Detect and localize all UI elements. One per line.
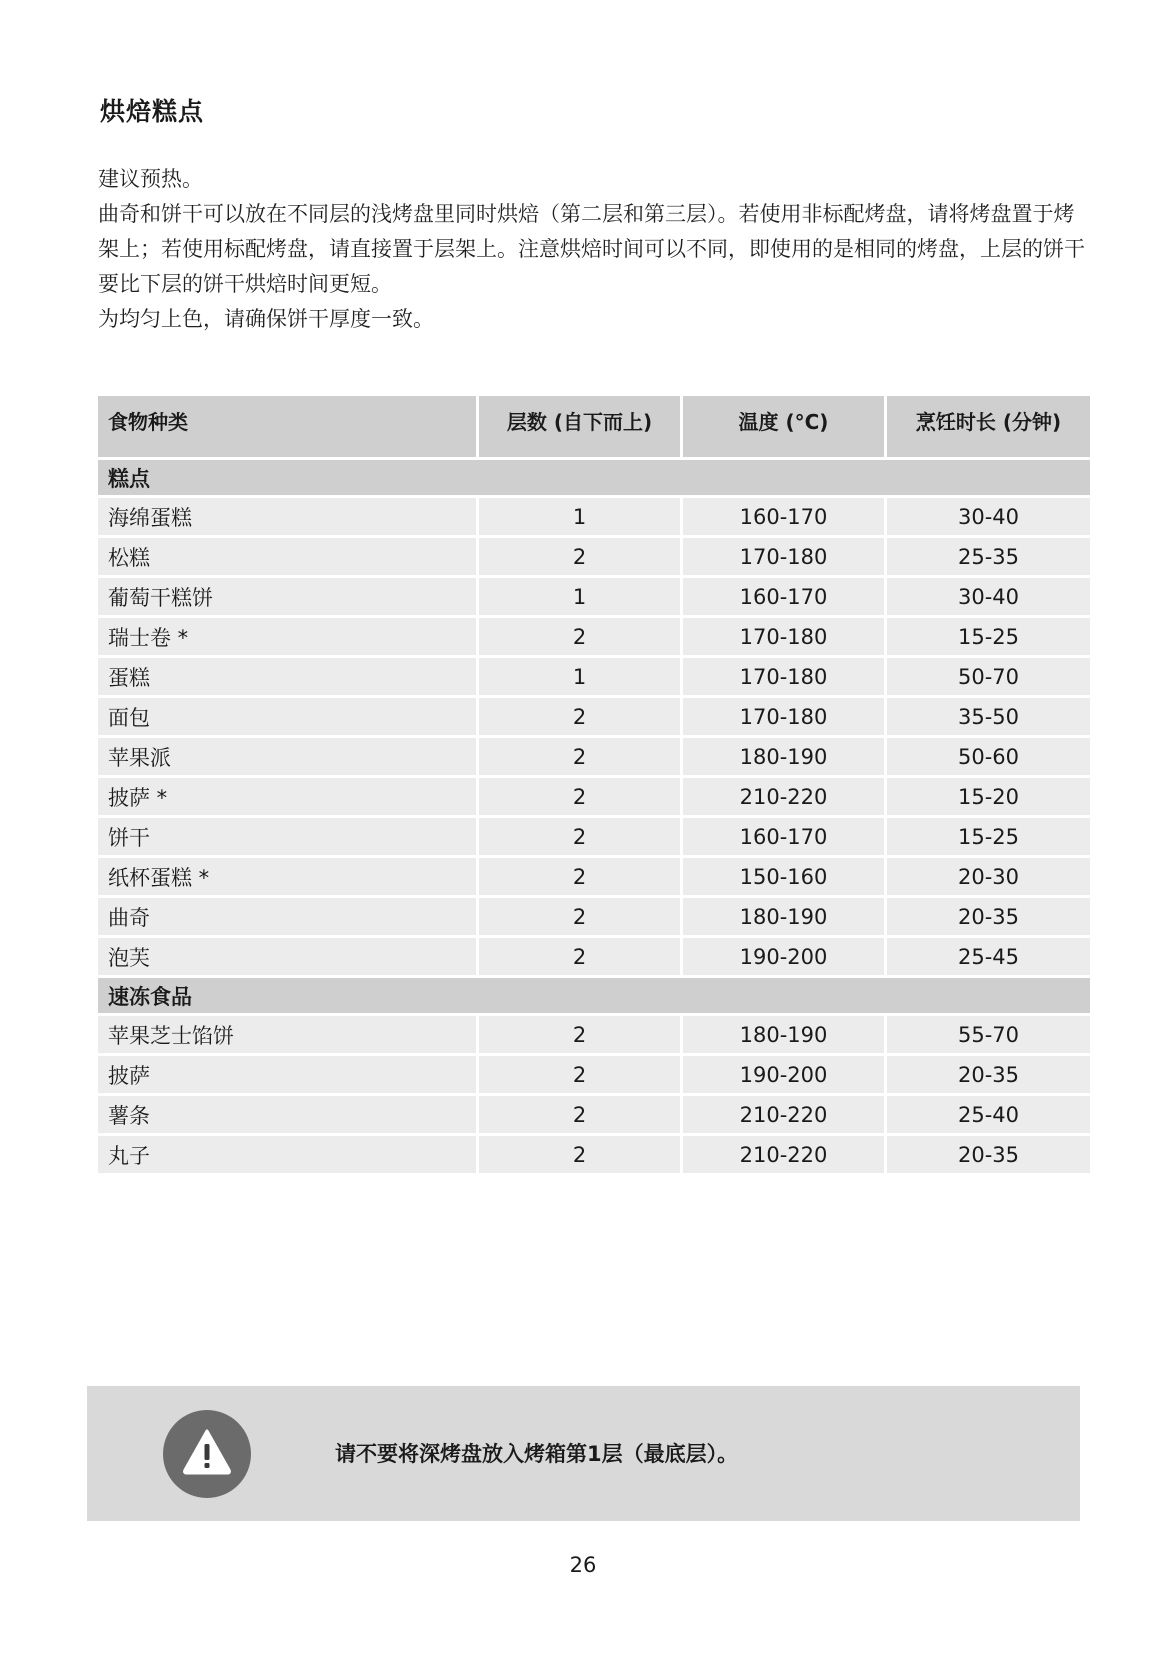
cell-temperature: 210-220 bbox=[683, 1096, 887, 1136]
cell-time: 50-60 bbox=[887, 738, 1090, 778]
table-row bbox=[98, 938, 1090, 978]
cell-temperature: 190-200 bbox=[683, 938, 887, 978]
table-group-row bbox=[98, 978, 1090, 1016]
cell-level: 2 bbox=[479, 698, 683, 738]
cell-food: 松糕 bbox=[98, 538, 479, 578]
table-row bbox=[98, 498, 1090, 538]
cell-food: 面包 bbox=[98, 698, 479, 738]
warning-box bbox=[87, 1386, 1080, 1521]
cell-food: 葡萄干糕饼 bbox=[98, 578, 479, 618]
cell-time: 50-70 bbox=[887, 658, 1090, 698]
cell-time: 30-40 bbox=[887, 498, 1090, 538]
cell-temperature: 160-170 bbox=[683, 498, 887, 538]
table-row bbox=[98, 698, 1090, 738]
cell-temperature: 160-170 bbox=[683, 818, 887, 858]
cell-time: 15-25 bbox=[887, 618, 1090, 658]
cell-food: 苹果派 bbox=[98, 738, 479, 778]
baking-table bbox=[98, 396, 1090, 1176]
cell-time: 20-30 bbox=[887, 858, 1090, 898]
table-row bbox=[98, 898, 1090, 938]
cell-level: 2 bbox=[479, 1136, 683, 1176]
header-food-type: 食物种类 bbox=[98, 396, 479, 460]
cell-time: 20-35 bbox=[887, 1136, 1090, 1176]
cell-temperature: 180-190 bbox=[683, 898, 887, 938]
page-number: 26 bbox=[569, 1553, 597, 1577]
cell-level: 2 bbox=[479, 1016, 683, 1056]
cell-temperature: 170-180 bbox=[683, 698, 887, 738]
table-row bbox=[98, 538, 1090, 578]
table-group-row bbox=[98, 460, 1090, 498]
cell-temperature: 210-220 bbox=[683, 778, 887, 818]
table-row bbox=[98, 1016, 1090, 1056]
cell-level: 1 bbox=[479, 658, 683, 698]
cell-food: 泡芙 bbox=[98, 938, 479, 978]
table-body bbox=[98, 460, 1090, 1176]
table-row bbox=[98, 818, 1090, 858]
intro-paragraph: 建议预热。 bbox=[98, 167, 203, 191]
cell-temperature: 160-170 bbox=[683, 578, 887, 618]
table-row bbox=[98, 658, 1090, 698]
group-label: 糕点 bbox=[98, 460, 1090, 498]
cell-food: 披萨 bbox=[98, 1056, 479, 1096]
page-title: 烘焙糕点 bbox=[100, 97, 205, 126]
table-row bbox=[98, 1056, 1090, 1096]
cell-food: 披萨 * bbox=[98, 778, 479, 818]
cell-temperature: 150-160 bbox=[683, 858, 887, 898]
cell-temperature: 180-190 bbox=[683, 1016, 887, 1056]
header-cooking-time: 烹饪时长 (分钟) bbox=[887, 396, 1090, 460]
cell-time: 55-70 bbox=[887, 1016, 1090, 1056]
cell-temperature: 180-190 bbox=[683, 738, 887, 778]
cell-level: 2 bbox=[479, 818, 683, 858]
table-row bbox=[98, 578, 1090, 618]
table-row bbox=[98, 1136, 1090, 1176]
cell-temperature: 170-180 bbox=[683, 658, 887, 698]
cell-level: 1 bbox=[479, 578, 683, 618]
cell-time: 15-20 bbox=[887, 778, 1090, 818]
cell-level: 2 bbox=[479, 938, 683, 978]
table-header-row bbox=[98, 396, 1090, 460]
cell-temperature: 210-220 bbox=[683, 1136, 887, 1176]
cell-time: 15-25 bbox=[887, 818, 1090, 858]
cell-level: 2 bbox=[479, 618, 683, 658]
cell-food: 曲奇 bbox=[98, 898, 479, 938]
table-row bbox=[98, 1096, 1090, 1136]
cell-temperature: 170-180 bbox=[683, 618, 887, 658]
cell-level: 2 bbox=[479, 1056, 683, 1096]
cell-level: 2 bbox=[479, 738, 683, 778]
cell-level: 2 bbox=[479, 858, 683, 898]
cell-food: 瑞士卷 * bbox=[98, 618, 479, 658]
cell-level: 2 bbox=[479, 1096, 683, 1136]
cell-food: 苹果芝士馅饼 bbox=[98, 1016, 479, 1056]
cell-level: 1 bbox=[479, 498, 683, 538]
warning-text: 请不要将深烤盘放入烤箱第1层（最底层）。 bbox=[335, 1442, 739, 1466]
cell-time: 30-40 bbox=[887, 578, 1090, 618]
cell-food: 丸子 bbox=[98, 1136, 479, 1176]
cell-time: 20-35 bbox=[887, 1056, 1090, 1096]
header-temperature: 温度 (°C) bbox=[683, 396, 887, 460]
intro-paragraph: 曲奇和饼干可以放在不同层的浅烤盘里同时烘焙（第二层和第三层）。若使用非标配烤盘，请将烤盘置于烤架上；若使用标配烤盘，请直接置于层架上。注意烘焙时间可以不同，即使用的是相同的烤盘，上层的饼干要比下层的饼干烘焙时间更短。 bbox=[98, 202, 1085, 296]
cell-food: 薯条 bbox=[98, 1096, 479, 1136]
cell-time: 35-50 bbox=[887, 698, 1090, 738]
cell-time: 25-45 bbox=[887, 938, 1090, 978]
table-row bbox=[98, 618, 1090, 658]
cell-temperature: 190-200 bbox=[683, 1056, 887, 1096]
intro-text bbox=[98, 162, 1088, 337]
cell-time: 25-35 bbox=[887, 538, 1090, 578]
table-row bbox=[98, 738, 1090, 778]
cell-temperature: 170-180 bbox=[683, 538, 887, 578]
cell-time: 25-40 bbox=[887, 1096, 1090, 1136]
intro-paragraph: 为均匀上色，请确保饼干厚度一致。 bbox=[98, 307, 434, 331]
cell-level: 2 bbox=[479, 778, 683, 818]
cell-food: 蛋糕 bbox=[98, 658, 479, 698]
cell-food: 海绵蛋糕 bbox=[98, 498, 479, 538]
cell-level: 2 bbox=[479, 898, 683, 938]
table-row bbox=[98, 778, 1090, 818]
header-level: 层数 (自下而上) bbox=[479, 396, 683, 460]
warning-icon bbox=[163, 1410, 251, 1498]
cell-time: 20-35 bbox=[887, 898, 1090, 938]
table-row bbox=[98, 858, 1090, 898]
cell-food: 饼干 bbox=[98, 818, 479, 858]
group-label: 速冻食品 bbox=[98, 978, 1090, 1016]
cell-food: 纸杯蛋糕 * bbox=[98, 858, 479, 898]
cell-level: 2 bbox=[479, 538, 683, 578]
